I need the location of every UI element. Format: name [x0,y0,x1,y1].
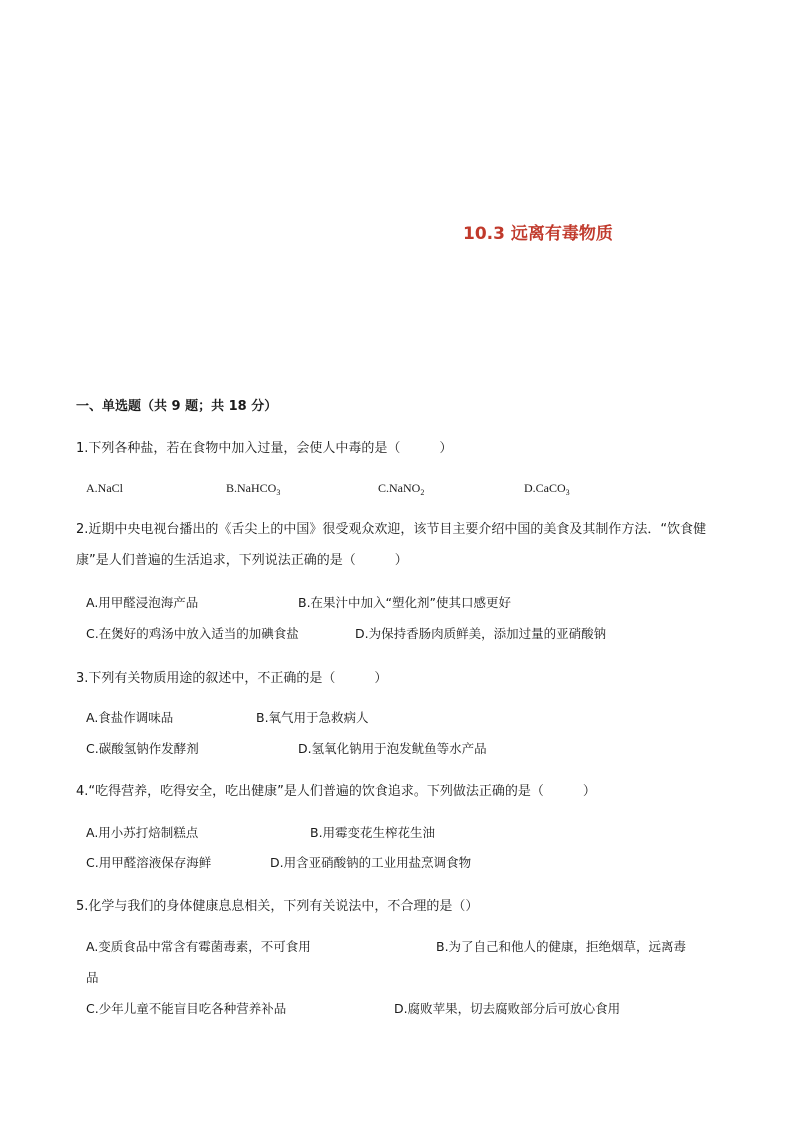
question-2-option-d: D.为保持香肠肉质鲜美，添加过量的亚硝酸钠 [355,626,607,641]
question-4-option-a: A.用小苏打焙制糕点 [86,825,199,840]
question-5-option-b: B.为了自己和他人的健康，拒绝烟草，远离毒 [436,939,687,954]
question-5-option-b-continued: 品 [86,970,99,985]
question-3-option-d: D.氢氧化钠用于泡发鱿鱼等水产品 [298,741,487,756]
question-4-stem: 4.“吃得营养，吃得安全，吃出健康”是人们普遍的饮食追求。下列做法正确的是（ ） [76,784,596,799]
question-3-option-c: C.碳酸氢钠作发酵剂 [86,741,199,756]
question-5-stem: 5.化学与我们的身体健康息息相关，下列有关说法中，不合理的是（） [76,899,479,914]
question-1-option-c: C.NaNO$_2$ [378,481,425,497]
section-heading: 一、单选题（共 9 题；共 18 分） [76,399,278,414]
question-2-stem: 2.近期中央电视台播出的《舌尖上的中国》很受观众欢迎，该节目主要介绍中国的美食及其制作方法．“饮食健康”是人们普遍的生活追求，下列说法正确的是（ ） [76,522,707,568]
question-1-stem: 1.下列各种盐，若在食物中加入过量，会使人中毒的是（ ） [76,441,453,456]
document-title: 10.3 远离有毒物质 [463,224,613,244]
question-2-option-b: B.在果汁中加入“塑化剂”使其口感更好 [298,595,512,610]
question-4-option-b: B.用霉变花生榨花生油 [310,825,436,840]
question-4-option-d: D.用含亚硝酸钠的工业用盐烹调食物 [270,855,472,870]
question-4-option-c: C.用甲醛溶液保存海鲜 [86,855,212,870]
question-5-option-d: D.腐败苹果，切去腐败部分后可放心食用 [394,1001,621,1016]
question-5-option-a: A.变质食品中常含有霉菌毒素，不可食用 [86,939,311,954]
question-1-option-d: D.CaCO$_3$ [524,481,570,497]
question-1-option-a: A.NaCl [86,481,123,495]
question-2-option-a: A.用甲醛浸泡海产品 [86,595,199,610]
question-2-option-c: C.在煲好的鸡汤中放入适当的加碘食盐 [86,626,299,641]
question-3-option-b: B.氧气用于急救病人 [256,710,369,725]
question-5-option-c: C.少年儿童不能盲目吃各种营养补品 [86,1001,287,1016]
question-3-option-a: A.食盐作调味品 [86,710,174,725]
question-1-option-b: B.NaHCO$_3$ [226,481,281,497]
question-3-stem: 3.下列有关物质用途的叙述中，不正确的是（ ） [76,671,388,686]
